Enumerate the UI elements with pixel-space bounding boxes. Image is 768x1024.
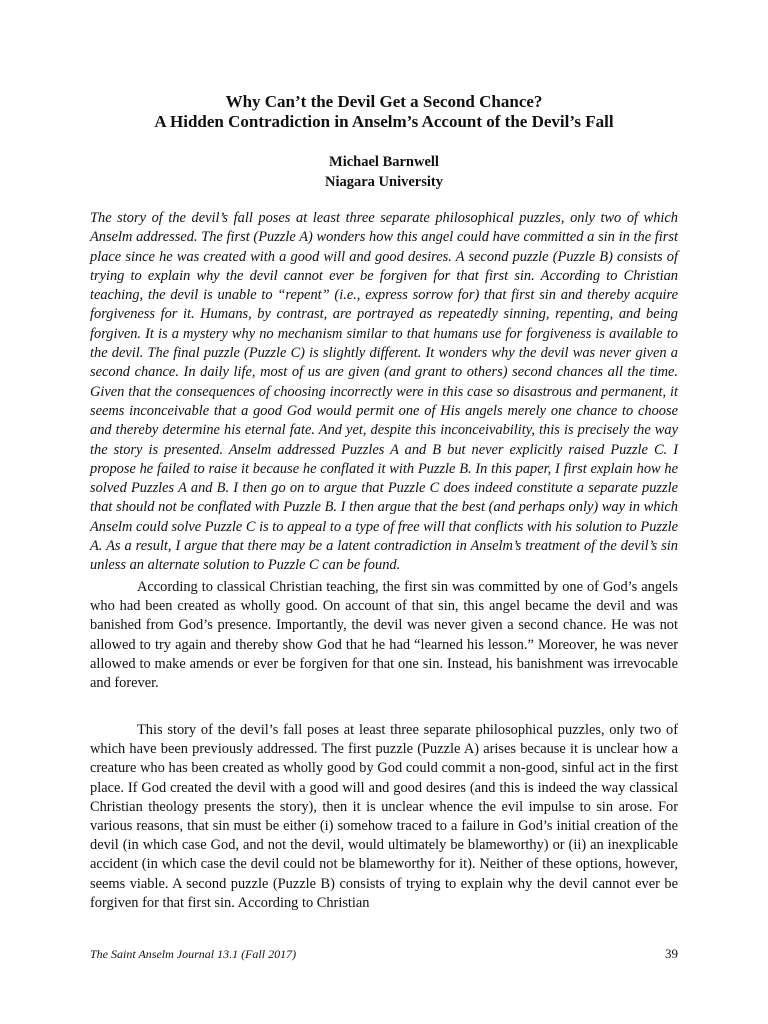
author-affiliation: Niagara University [325,174,443,190]
journal-citation: The Saint Anselm Journal 13.1 (Fall 2017) [90,947,297,961]
page-number: 39 [665,946,678,961]
abstract: The story of the devil’s fall poses at least three separate philosophical puzzles, only two of which Anselm addressed. The first (Puzzle A) wonders how this angel could have committed a sin in the first place since he was created with a good will and good desires. A second puzzle (Puzzle B) consists of trying to explain why the devil cannot ever be forgiven for that first sin. According to Christian teaching, the devil is unable to “repent” (i.e., express sorrow for) that first sin and thereby acquire forgiveness for it. Humans, by contrast, are portrayed as repeatedly sinning, repenting, and being forgiven. It is a mystery why no mechanism similar to that humans use for forgiveness is available to the devil. The final puzzle (Puzzle C) is slightly different. It wonders why the devil was never given a second chance. In daily life, most of us are given (and grant to others) second chances all the time. Given that the consequences of choosing incorrectly were in this case so disastrous and permanent, it seems inconceivable that a good God would permit one of His angels merely one chance to choose and thereby determine his eternal fate. And yet, despite this inconceivability, this is precisely the way the story is presented. Anselm addressed Puzzles A and B but never explicitly raised Puzzle C. I propose he failed to raise it because he conflated it with Puzzle B. In this paper, I first explain how he solved Puzzles A and B. I then go on to argue that Puzzle C does indeed constitute a separate puzzle that should not be conflated with Puzzle B. I then argue that the best (and perhaps only) way in which Anselm could solve Puzzle C is to appeal to a type of free will that conflicts with his solution to Puzzle A. As a result, I argue that there may be a latent contradiction in Anselm’s treatment of the devil’s sin unless an alternate solution to Puzzle C can be found. [90,210,678,574]
author-name: Michael Barnwell [329,154,439,170]
body-paragraph-1: According to classical Christian teaching, the first sin was committed by one of God’s angels who had been created as wholly good. On account of that sin, this angel became the devil and was banished from God’s presence. Importantly, the devil was never given a second chance. He was not allowed to try again and thereby show God that he had “learned his lesson.” Moreover, he was never allowed to make amends or ever be forgiven for that one sin. Instead, his banishment was irrevocable and forever. [90,579,678,692]
body-paragraph-2: This story of the devil’s fall poses at least three separate philosophical puzzles, only two of which have been previously addressed. The first puzzle (Puzzle A) arises because it is unclear how a creature who has been created as wholly good by God could commit a non-good, sinful act in the first place. If God created the devil with a good will and good desires (and this is indeed the way classical Christian theology presents the story), then it is unclear whence the evil impulse to sin arose. For various reasons, that sin must be either (i) somehow traced to a failure in God’s initial creation of the devil (in which case God, and not the devil, would ultimately be blameworthy) or (ii) an inexplicable accident (in which case the devil could not be blameworthy for it). Neither of these options, however, seems viable. A second puzzle (Puzzle B) consists of trying to explain why the devil cannot ever be forgiven for that first sin. According to Christian [90,722,678,911]
title-line-2: A Hidden Contradiction in Anselm’s Account of the Devil’s Fall [154,112,614,131]
paper-title [0,92,768,132]
title-line-1: Why Can’t the Devil Get a Second Chance? [225,92,543,111]
author-block [0,152,768,192]
